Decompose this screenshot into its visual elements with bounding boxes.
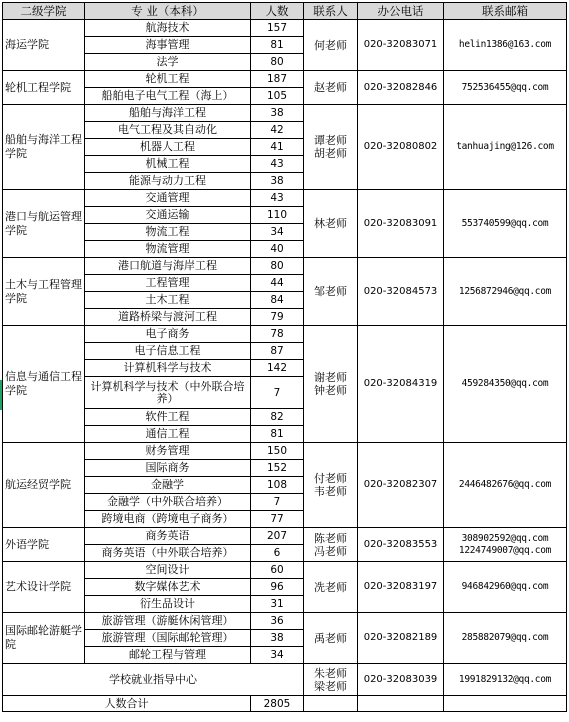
email-cell[interactable]: 1256872946@qq.com [444, 258, 567, 326]
college-cell[interactable]: 船舶与海洋工程学院 [3, 105, 85, 190]
contact-cell[interactable]: 陈老师 冯老师 [304, 528, 358, 562]
count-cell[interactable]: 7 [251, 377, 304, 409]
phone-cell[interactable]: 020-32084573 [358, 258, 444, 326]
header-college[interactable]: 二级学院 [3, 3, 85, 20]
table-row [3, 105, 567, 122]
email-cell[interactable]: helin1386@163.com [444, 20, 567, 71]
total-empty-email[interactable] [444, 696, 567, 712]
college-cell[interactable]: 航运经贸学院 [3, 443, 85, 528]
count-cell[interactable]: 38 [251, 105, 304, 122]
header-email[interactable]: 联系邮箱 [444, 3, 567, 20]
major-cell[interactable]: 软件工程 [85, 409, 251, 426]
major-cell[interactable]: 物流工程 [85, 224, 251, 241]
count-cell[interactable]: 82 [251, 409, 304, 426]
college-cell[interactable]: 信息与通信工程学院 [3, 326, 85, 443]
total-empty-phone[interactable] [358, 696, 444, 712]
table-row [3, 562, 567, 579]
college-cell[interactable]: 国际邮轮游艇学院 [3, 613, 85, 664]
major-cell[interactable]: 能源与动力工程 [85, 173, 251, 190]
email-cell[interactable]: 2446482676@qq.com [444, 443, 567, 528]
count-cell[interactable]: 79 [251, 309, 304, 326]
count-cell[interactable]: 44 [251, 275, 304, 292]
count-cell[interactable]: 96 [251, 579, 304, 596]
college-cell[interactable]: 外语学院 [3, 528, 85, 562]
count-cell[interactable]: 142 [251, 360, 304, 377]
college-cell[interactable]: 轮机工程学院 [3, 71, 85, 105]
table-row [3, 20, 567, 37]
contact-cell[interactable]: 林老师 [304, 190, 358, 258]
phone-cell[interactable]: 020-32083197 [358, 562, 444, 613]
count-cell[interactable]: 77 [251, 511, 304, 528]
contact-cell[interactable]: 赵老师 [304, 71, 358, 105]
contact-table-sheet [2, 2, 566, 712]
count-cell[interactable]: 81 [251, 37, 304, 54]
guidance-phone-cell[interactable]: 020-32083039 [358, 664, 444, 696]
major-cell[interactable]: 交通管理 [85, 190, 251, 207]
major-cell[interactable]: 通信工程 [85, 426, 251, 443]
contact-cell[interactable]: 谭老师 胡老师 [304, 105, 358, 190]
count-cell[interactable]: 207 [251, 528, 304, 545]
major-cell[interactable]: 轮机工程 [85, 71, 251, 88]
count-cell[interactable]: 36 [251, 613, 304, 630]
count-cell[interactable]: 42 [251, 122, 304, 139]
guidance-contact-cell[interactable]: 朱老师 梁老师 [304, 664, 358, 696]
major-cell[interactable]: 旅游管理（国际邮轮管理） [85, 630, 251, 647]
email-cell[interactable]: 946842960@qq.com [444, 562, 567, 613]
count-cell[interactable]: 81 [251, 426, 304, 443]
count-cell[interactable]: 80 [251, 258, 304, 275]
count-cell[interactable]: 38 [251, 173, 304, 190]
major-cell[interactable]: 船舶与海洋工程 [85, 105, 251, 122]
count-cell[interactable]: 84 [251, 292, 304, 309]
count-cell[interactable]: 78 [251, 326, 304, 343]
email-cell[interactable]: 752536455@qq.com [444, 71, 567, 105]
major-cell[interactable]: 港口航道与海岸工程 [85, 258, 251, 275]
contact-cell[interactable]: 谢老师 钟老师 [304, 326, 358, 443]
major-cell[interactable]: 机械工程 [85, 156, 251, 173]
major-cell[interactable]: 商务英语（中外联合培养） [85, 545, 251, 562]
phone-cell[interactable]: 020-32082189 [358, 613, 444, 664]
count-cell[interactable]: 40 [251, 241, 304, 258]
email-cell[interactable]: 308902592@qq.com 1224749007@qq.com [444, 528, 567, 562]
college-cell[interactable]: 艺术设计学院 [3, 562, 85, 613]
table-row [3, 71, 567, 88]
major-cell[interactable]: 土木工程 [85, 292, 251, 309]
major-cell[interactable]: 电气工程及其自动化 [85, 122, 251, 139]
major-cell[interactable]: 计算机科学与技术 [85, 360, 251, 377]
table-row [3, 190, 567, 207]
phone-cell[interactable]: 020-32082846 [358, 71, 444, 105]
major-cell[interactable]: 邮轮工程与管理 [85, 647, 251, 664]
contact-table [2, 2, 567, 712]
major-cell[interactable]: 金融学（中外联合培养） [85, 494, 251, 511]
count-cell[interactable]: 80 [251, 54, 304, 71]
count-cell[interactable]: 34 [251, 647, 304, 664]
contact-cell[interactable]: 邹老师 [304, 258, 358, 326]
major-cell[interactable]: 海事管理 [85, 37, 251, 54]
major-cell[interactable]: 跨境电商（跨境电子商务） [85, 511, 251, 528]
major-cell[interactable]: 法学 [85, 54, 251, 71]
count-cell[interactable]: 43 [251, 156, 304, 173]
phone-cell[interactable]: 020-32083071 [358, 20, 444, 71]
major-cell[interactable]: 航海技术 [85, 20, 251, 37]
count-cell[interactable]: 157 [251, 20, 304, 37]
major-cell[interactable]: 数字媒体艺术 [85, 579, 251, 596]
count-cell[interactable]: 6 [251, 545, 304, 562]
table-row [3, 528, 567, 545]
table-row [3, 326, 567, 343]
major-cell[interactable]: 空间设计 [85, 562, 251, 579]
table-row [3, 613, 567, 630]
email-cell[interactable]: tanhuajing@126.com [444, 105, 567, 190]
count-cell[interactable]: 60 [251, 562, 304, 579]
major-cell[interactable]: 物流管理 [85, 241, 251, 258]
contact-cell[interactable]: 禹老师 [304, 613, 358, 664]
header-row [3, 3, 567, 20]
count-cell[interactable]: 34 [251, 224, 304, 241]
guidance-email-cell[interactable]: 1991829132@qq.com [444, 664, 567, 696]
count-cell[interactable]: 187 [251, 71, 304, 88]
major-cell[interactable]: 财务管理 [85, 443, 251, 460]
header-contact[interactable]: 联系人 [304, 3, 358, 20]
email-cell[interactable]: 285882079@qq.com [444, 613, 567, 664]
email-cell[interactable]: 553740599@qq.com [444, 190, 567, 258]
total-row [3, 696, 567, 712]
phone-cell[interactable]: 020-32080802 [358, 105, 444, 190]
count-cell[interactable]: 87 [251, 343, 304, 360]
total-label-cell[interactable]: 人数合计 [3, 696, 251, 712]
count-cell[interactable]: 110 [251, 207, 304, 224]
contact-cell[interactable]: 何老师 [304, 20, 358, 71]
count-cell[interactable]: 108 [251, 477, 304, 494]
major-cell[interactable]: 商务英语 [85, 528, 251, 545]
phone-cell[interactable]: 020-32083091 [358, 190, 444, 258]
college-cell[interactable]: 港口与航运管理学院 [3, 190, 85, 258]
major-cell[interactable]: 电子信息工程 [85, 343, 251, 360]
count-cell[interactable]: 31 [251, 596, 304, 613]
header-phone[interactable]: 办公电话 [358, 3, 444, 20]
count-cell[interactable]: 43 [251, 190, 304, 207]
guidance-row [3, 664, 567, 696]
guidance-name-cell[interactable]: 学校就业指导中心 [3, 664, 304, 696]
count-cell[interactable]: 38 [251, 630, 304, 647]
contact-cell[interactable]: 付老师 韦老师 [304, 443, 358, 528]
count-cell[interactable]: 105 [251, 88, 304, 105]
college-cell[interactable]: 土木与工程管理学院 [3, 258, 85, 326]
table-row [3, 443, 567, 460]
major-cell[interactable]: 计算机科学与技术（中外联合培养） [85, 377, 251, 409]
major-cell[interactable]: 机器人工程 [85, 139, 251, 156]
phone-cell[interactable]: 020-32083553 [358, 528, 444, 562]
header-major[interactable]: 专 业（本科） [85, 3, 251, 20]
major-cell[interactable]: 金融学 [85, 477, 251, 494]
total-count-cell[interactable]: 2805 [251, 696, 304, 712]
major-cell[interactable]: 旅游管理（游艇休闲管理） [85, 613, 251, 630]
major-cell[interactable]: 道路桥梁与渡河工程 [85, 309, 251, 326]
header-count[interactable]: 人数 [251, 3, 304, 20]
count-cell[interactable]: 152 [251, 460, 304, 477]
count-cell[interactable]: 7 [251, 494, 304, 511]
contact-cell[interactable]: 冼老师 [304, 562, 358, 613]
count-cell[interactable]: 41 [251, 139, 304, 156]
major-cell[interactable]: 电子商务 [85, 326, 251, 343]
phone-cell[interactable]: 020-32084319 [358, 326, 444, 443]
count-cell[interactable]: 150 [251, 443, 304, 460]
college-cell[interactable]: 海运学院 [3, 20, 85, 71]
major-cell[interactable]: 国际商务 [85, 460, 251, 477]
major-cell[interactable]: 衍生品设计 [85, 596, 251, 613]
major-cell[interactable]: 交通运输 [85, 207, 251, 224]
major-cell[interactable]: 工程管理 [85, 275, 251, 292]
major-cell[interactable]: 船舶电子电气工程（海上） [85, 88, 251, 105]
table-row [3, 258, 567, 275]
total-empty-contact[interactable] [304, 696, 358, 712]
phone-cell[interactable]: 020-32082307 [358, 443, 444, 528]
email-cell[interactable]: 459284350@qq.com [444, 326, 567, 443]
